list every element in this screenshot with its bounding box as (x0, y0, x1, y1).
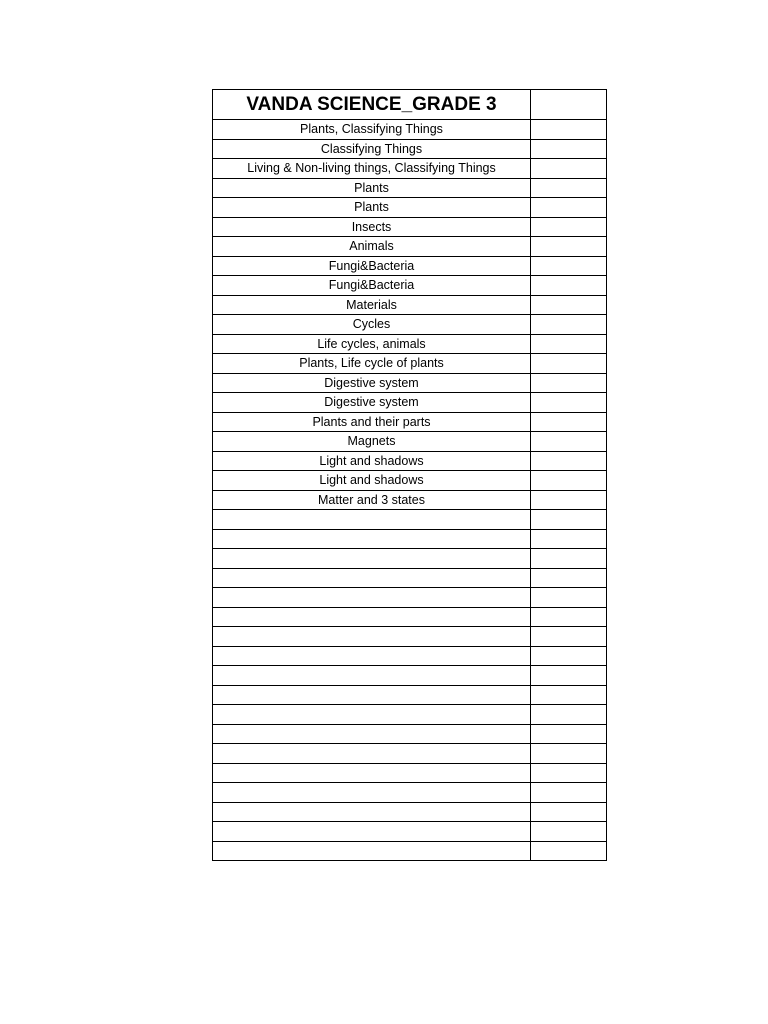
topic-cell: Animals (213, 237, 531, 257)
table-row (213, 666, 607, 686)
topic-cell: Light and shadows (213, 471, 531, 491)
extra-cell (531, 373, 607, 393)
table-row (213, 159, 607, 179)
topic-cell: Cycles (213, 315, 531, 335)
extra-cell (531, 256, 607, 276)
topic-cell (213, 705, 531, 725)
topic-cell (213, 763, 531, 783)
table-row (213, 451, 607, 471)
table-row (213, 568, 607, 588)
topic-cell: Fungi&Bacteria (213, 256, 531, 276)
topic-cell (213, 685, 531, 705)
topic-cell: Light and shadows (213, 451, 531, 471)
extra-cell (531, 354, 607, 374)
extra-cell (531, 607, 607, 627)
extra-cell (531, 529, 607, 549)
table-row (213, 373, 607, 393)
topics-table-body (213, 90, 607, 861)
table-row (213, 763, 607, 783)
topic-cell (213, 627, 531, 647)
topic-cell: Living & Non-living things, Classifying Things (213, 159, 531, 179)
table-row (213, 685, 607, 705)
extra-cell (531, 198, 607, 218)
extra-cell (531, 549, 607, 569)
extra-cell (531, 490, 607, 510)
extra-cell (531, 783, 607, 803)
topic-cell: Life cycles, animals (213, 334, 531, 354)
extra-cell (531, 763, 607, 783)
table-row (213, 295, 607, 315)
table-row (213, 432, 607, 452)
extra-cell (531, 217, 607, 237)
extra-cell (531, 315, 607, 335)
extra-cell (531, 432, 607, 452)
table-row (213, 315, 607, 335)
extra-cell (531, 393, 607, 413)
extra-cell (531, 705, 607, 725)
topic-cell (213, 588, 531, 608)
topic-cell: Magnets (213, 432, 531, 452)
table-row (213, 724, 607, 744)
topic-cell: Plants, Classifying Things (213, 120, 531, 140)
topic-cell (213, 529, 531, 549)
topic-cell (213, 510, 531, 530)
extra-cell (531, 744, 607, 764)
extra-cell (531, 178, 607, 198)
topic-cell (213, 802, 531, 822)
table-row (213, 120, 607, 140)
table-row (213, 549, 607, 569)
table-row (213, 490, 607, 510)
extra-cell (531, 295, 607, 315)
topic-cell: Fungi&Bacteria (213, 276, 531, 296)
topic-cell: Classifying Things (213, 139, 531, 159)
table-row (213, 822, 607, 842)
topic-cell: Plants (213, 198, 531, 218)
extra-cell (531, 412, 607, 432)
table-row (213, 178, 607, 198)
extra-cell (531, 588, 607, 608)
table-row (213, 139, 607, 159)
topic-cell (213, 549, 531, 569)
table-row (213, 412, 607, 432)
table-row (213, 276, 607, 296)
extra-cell (531, 471, 607, 491)
topic-cell (213, 724, 531, 744)
table-row (213, 256, 607, 276)
topic-cell: Plants and their parts (213, 412, 531, 432)
table-row (213, 588, 607, 608)
topic-cell: Materials (213, 295, 531, 315)
extra-cell (531, 802, 607, 822)
topic-cell (213, 783, 531, 803)
extra-cell (531, 568, 607, 588)
topic-cell (213, 646, 531, 666)
table-row (213, 744, 607, 764)
topic-cell: Digestive system (213, 393, 531, 413)
topic-cell (213, 666, 531, 686)
topic-cell: Digestive system (213, 373, 531, 393)
table-row (213, 198, 607, 218)
table-row (213, 529, 607, 549)
extra-cell (531, 237, 607, 257)
table-row (213, 841, 607, 861)
extra-cell (531, 159, 607, 179)
topic-cell (213, 568, 531, 588)
table-row (213, 393, 607, 413)
table-row (213, 471, 607, 491)
extra-cell (531, 666, 607, 686)
table-row (213, 354, 607, 374)
extra-cell (531, 510, 607, 530)
title-row (213, 90, 607, 120)
extra-cell (531, 627, 607, 647)
table-row (213, 217, 607, 237)
table-row (213, 627, 607, 647)
table-row (213, 705, 607, 725)
table-row (213, 237, 607, 257)
extra-cell (531, 822, 607, 842)
topic-cell: Insects (213, 217, 531, 237)
topic-cell: Plants, Life cycle of plants (213, 354, 531, 374)
topic-cell (213, 607, 531, 627)
extra-cell (531, 334, 607, 354)
topic-cell: Matter and 3 states (213, 490, 531, 510)
extra-cell (531, 276, 607, 296)
topic-cell: Plants (213, 178, 531, 198)
table-row (213, 802, 607, 822)
extra-cell (531, 841, 607, 861)
extra-cell (531, 685, 607, 705)
topic-cell (213, 822, 531, 842)
extra-cell (531, 646, 607, 666)
table-row (213, 334, 607, 354)
sheet-title: VANDA SCIENCE_GRADE 3 (213, 90, 531, 120)
topics-table (212, 89, 607, 861)
topic-cell (213, 841, 531, 861)
table-row (213, 510, 607, 530)
extra-cell (531, 451, 607, 471)
table-row (213, 783, 607, 803)
extra-cell (531, 724, 607, 744)
table-row (213, 646, 607, 666)
topic-cell (213, 744, 531, 764)
extra-cell (531, 120, 607, 140)
extra-cell (531, 139, 607, 159)
title-extra-cell (531, 90, 607, 120)
table-row (213, 607, 607, 627)
